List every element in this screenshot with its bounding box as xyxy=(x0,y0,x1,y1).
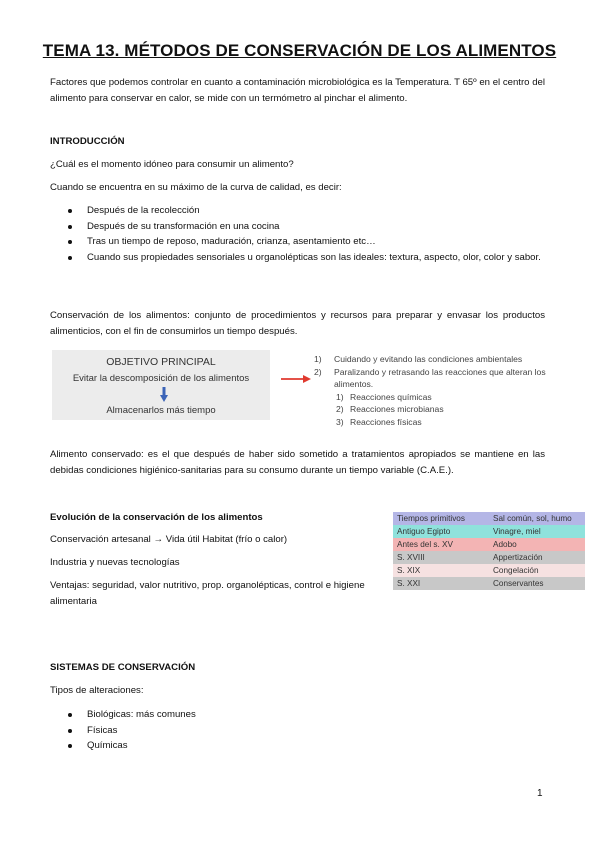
table-row xyxy=(393,512,585,525)
sub-list-item xyxy=(314,391,554,404)
list-item: Después de su transformación en una cocina xyxy=(50,219,545,235)
table-row xyxy=(393,564,585,577)
evolucion-heading: Evolución de la conservación de los alimentos xyxy=(50,512,263,523)
objetivo-line2: Almacenarlos más tiempo xyxy=(106,405,216,416)
arrow-down-icon xyxy=(160,387,168,402)
page-title: TEMA 13. MÉTODOS DE CONSERVACIÓN DE LOS ALIMENTOS xyxy=(42,41,557,60)
item-number: 1) xyxy=(314,354,322,364)
list-item: Químicas xyxy=(50,738,545,754)
list-item xyxy=(314,366,554,391)
timeline-period: Antes del s. XV xyxy=(397,540,453,549)
evolucion-line3: Ventajas: seguridad, valor nutritivo, prop. organolépticas, control e higiene alimentaria xyxy=(50,580,365,607)
sistemas-heading: SISTEMAS DE CONSERVACIÓN xyxy=(50,662,196,673)
evolucion-line2: Industria y nuevas tecnologías xyxy=(50,557,180,568)
introduccion-bullets xyxy=(50,203,545,265)
item-number: 2) xyxy=(336,404,344,414)
introduccion-heading: INTRODUCCIÓN xyxy=(50,136,125,147)
timeline-period: S. XXI xyxy=(397,579,421,588)
objetivo-box xyxy=(52,350,270,420)
item-text: Reacciones químicas xyxy=(350,391,432,402)
timeline-period: Antiguo Egipto xyxy=(397,527,451,536)
list-item: Biológicas: más comunes xyxy=(50,707,545,723)
sistemas-tipos: Tipos de alteraciones: xyxy=(50,685,144,696)
list-item: Físicas xyxy=(50,723,545,739)
item-text: Reacciones microbianas xyxy=(350,404,444,414)
objetivo-line1: Evitar la descomposición de los alimentos xyxy=(72,373,250,384)
table-row xyxy=(393,538,585,551)
alimento-conservado: Alimento conservado: es el que después de haber sido sometido a tratamientos apropiados se mantiene en las debidas condiciones higiénico-sanitarias para su consumo durante un tiempo variable (C.A.E.). xyxy=(50,449,545,476)
timeline-method: Adobo xyxy=(493,540,517,549)
item-text: Paralizando y retrasando las reacciones que alteran los alimentos. xyxy=(334,366,546,389)
methods-list xyxy=(314,353,554,428)
list-item: Tras un tiempo de reposo, maduración, crianza, asentamiento etc… xyxy=(50,234,545,250)
item-text: Cuidando y evitando las condiciones ambientales xyxy=(334,354,523,364)
introduccion-question: ¿Cuál es el momento idóneo para consumir un alimento? xyxy=(50,159,294,170)
arrow-right-icon xyxy=(281,374,311,384)
list-item: Después de la recolección xyxy=(50,203,545,219)
page-number: 1 xyxy=(537,788,543,799)
sub-list-item xyxy=(314,416,554,429)
timeline-method: Vinagre, miel xyxy=(493,527,541,536)
timeline-table xyxy=(393,512,585,590)
timeline-period: S. XIX xyxy=(397,566,421,575)
evolucion-line1: Conservación artesanal → Vida útil Habitat (frío o calor) xyxy=(50,534,288,545)
timeline-method: Sal común, sol, humo xyxy=(493,514,572,523)
table-row xyxy=(393,551,585,564)
intro-paragraph: Factores que podemos controlar en cuanto a contaminación microbiológica es la Temperatura. T 65º en el centro del alimento para conservar en calor, se mide con un termómetro al pinchar el alimento. xyxy=(50,77,545,104)
table-row xyxy=(393,577,585,590)
item-text: Reacciones físicas xyxy=(350,416,422,427)
conservacion-definition: Conservación de los alimentos: conjunto de procedimientos y recursos para preparar y envasar los productos alimenticios, con el fin de consumirlos un tiempo después. xyxy=(50,310,545,337)
introduccion-answer: Cuando se encuentra en su máximo de la curva de calidad, es decir: xyxy=(50,182,342,193)
sub-list-item xyxy=(314,403,554,416)
timeline-method: Appertización xyxy=(493,553,543,562)
timeline-period: S. XVIII xyxy=(397,553,425,562)
item-number: 2) xyxy=(314,366,322,377)
item-number: 3) xyxy=(336,416,344,427)
item-number: 1) xyxy=(336,391,344,402)
timeline-period: Tiempos primitivos xyxy=(397,514,465,523)
list-item xyxy=(314,353,554,366)
list-item: Cuando sus propiedades sensoriales u organolépticas son las ideales: textura, aspecto, olor, color y sabor. xyxy=(50,250,545,266)
table-row xyxy=(393,525,585,538)
timeline-method: Congelación xyxy=(493,566,539,575)
objetivo-title: OBJETIVO PRINCIPAL xyxy=(106,356,216,368)
timeline-method: Conservantes xyxy=(493,579,544,588)
sistemas-bullets xyxy=(50,707,545,754)
